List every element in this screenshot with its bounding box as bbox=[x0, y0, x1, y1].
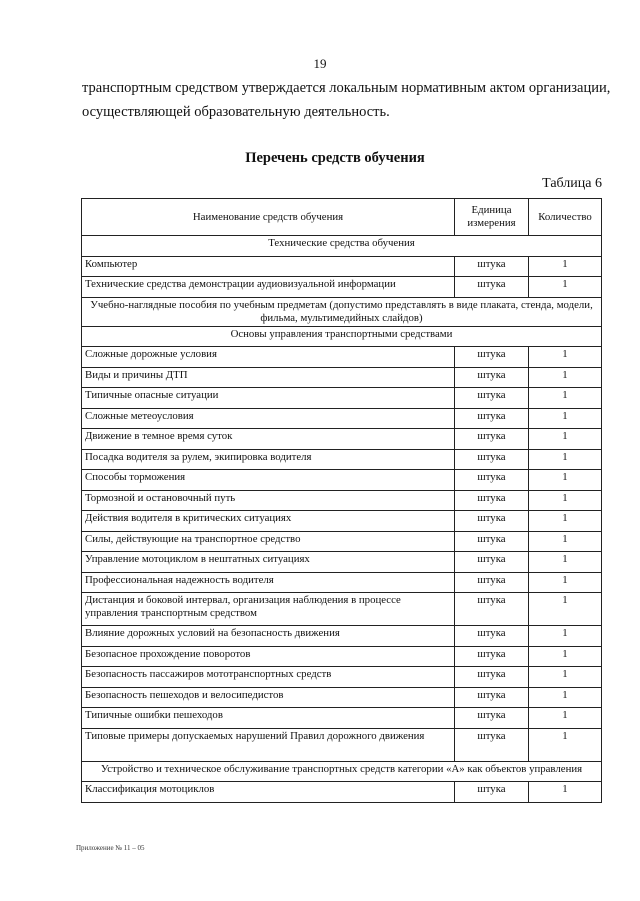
document-title: Перечень средств обучения bbox=[245, 150, 425, 166]
cell-unit: штука bbox=[455, 388, 529, 409]
table-label: Таблица 6 bbox=[542, 176, 602, 191]
section-title: Технические средства обучения bbox=[82, 236, 602, 257]
cell-name: Управление мотоциклом в нештатных ситуациях bbox=[82, 552, 455, 573]
table-row bbox=[82, 277, 602, 298]
cell-name: Влияние дорожных условий на безопасность движения bbox=[82, 626, 455, 647]
cell-qty: 1 bbox=[529, 646, 602, 667]
header-unit: Единица измерения bbox=[455, 199, 529, 236]
cell-unit: штука bbox=[455, 572, 529, 593]
cell-name: Типовые примеры допускаемых нарушений Правил дорожного движения bbox=[82, 728, 455, 761]
cell-qty: 1 bbox=[529, 687, 602, 708]
cell-unit: штука bbox=[455, 449, 529, 470]
table-row bbox=[82, 388, 602, 409]
cell-unit: штука bbox=[455, 728, 529, 761]
table-row bbox=[82, 626, 602, 647]
cell-qty: 1 bbox=[529, 429, 602, 450]
cell-qty: 1 bbox=[529, 388, 602, 409]
cell-qty: 1 bbox=[529, 782, 602, 803]
table-row bbox=[82, 593, 602, 626]
header-qty: Количество bbox=[529, 199, 602, 236]
cell-name: Тормозной и остановочный путь bbox=[82, 490, 455, 511]
cell-name: Технические средства демонстрации аудиовизуальной информации bbox=[82, 277, 455, 298]
section-title: Устройство и техническое обслуживание транспортных средств категории «А» как объектов управления bbox=[82, 761, 602, 782]
table-row bbox=[82, 511, 602, 532]
cell-name: Безопасность пассажиров мототранспортных средств bbox=[82, 667, 455, 688]
cell-unit: штука bbox=[455, 531, 529, 552]
table-row bbox=[82, 667, 602, 688]
cell-qty: 1 bbox=[529, 728, 602, 761]
table-row bbox=[82, 490, 602, 511]
cell-unit: штука bbox=[455, 408, 529, 429]
intro-line: осуществляющей образовательную деятельность. bbox=[82, 104, 390, 120]
cell-name: Компьютер bbox=[82, 256, 455, 277]
cell-name: Безопасность пешеходов и велосипедистов bbox=[82, 687, 455, 708]
table-row bbox=[82, 347, 602, 368]
cell-qty: 1 bbox=[529, 367, 602, 388]
cell-name: Дистанция и боковой интервал, организация наблюдения в процессе управления транспортным средством bbox=[82, 593, 455, 626]
intro-line: транспортным средством утверждается локальным нормативным актом организации, bbox=[82, 80, 611, 96]
cell-unit: штука bbox=[455, 782, 529, 803]
cell-qty: 1 bbox=[529, 490, 602, 511]
training-means-table bbox=[81, 198, 602, 803]
cell-name: Безопасное прохождение поворотов bbox=[82, 646, 455, 667]
cell-qty: 1 bbox=[529, 626, 602, 647]
cell-name: Сложные метеоусловия bbox=[82, 408, 455, 429]
section-row bbox=[82, 326, 602, 347]
cell-name: Виды и причины ДТП bbox=[82, 367, 455, 388]
section-row bbox=[82, 297, 602, 326]
cell-qty: 1 bbox=[529, 552, 602, 573]
cell-qty: 1 bbox=[529, 572, 602, 593]
cell-qty: 1 bbox=[529, 593, 602, 626]
cell-unit: штука bbox=[455, 429, 529, 450]
cell-qty: 1 bbox=[529, 708, 602, 729]
cell-qty: 1 bbox=[529, 347, 602, 368]
cell-unit: штука bbox=[455, 277, 529, 298]
table-row bbox=[82, 728, 602, 761]
section-row bbox=[82, 761, 602, 782]
cell-unit: штука bbox=[455, 490, 529, 511]
cell-unit: штука bbox=[455, 367, 529, 388]
cell-unit: штука bbox=[455, 511, 529, 532]
cell-name: Посадка водителя за рулем, экипировка водителя bbox=[82, 449, 455, 470]
cell-unit: штука bbox=[455, 708, 529, 729]
section-title: Основы управления транспортными средствами bbox=[82, 326, 602, 347]
cell-name: Классификация мотоциклов bbox=[82, 782, 455, 803]
cell-qty: 1 bbox=[529, 511, 602, 532]
table-row bbox=[82, 408, 602, 429]
header-name: Наименование средств обучения bbox=[82, 199, 455, 236]
cell-qty: 1 bbox=[529, 256, 602, 277]
cell-unit: штука bbox=[455, 347, 529, 368]
cell-qty: 1 bbox=[529, 531, 602, 552]
table-row bbox=[82, 256, 602, 277]
cell-name: Способы торможения bbox=[82, 470, 455, 491]
cell-name: Действия водителя в критических ситуациях bbox=[82, 511, 455, 532]
intro-paragraph bbox=[82, 76, 614, 124]
cell-qty: 1 bbox=[529, 470, 602, 491]
table-row bbox=[82, 429, 602, 450]
cell-unit: штука bbox=[455, 470, 529, 491]
page-number: 19 bbox=[313, 56, 327, 71]
table-row bbox=[82, 552, 602, 573]
cell-qty: 1 bbox=[529, 667, 602, 688]
cell-name: Профессиональная надежность водителя bbox=[82, 572, 455, 593]
table-body bbox=[82, 236, 602, 803]
cell-unit: штука bbox=[455, 646, 529, 667]
cell-qty: 1 bbox=[529, 277, 602, 298]
cell-name: Движение в темное время суток bbox=[82, 429, 455, 450]
section-title: Учебно-наглядные пособия по учебным предметам (допустимо представлять в виде плаката, стенда, модели, фильма, мультимедийных слайдов) bbox=[82, 297, 602, 326]
table-row bbox=[82, 646, 602, 667]
cell-qty: 1 bbox=[529, 449, 602, 470]
footer-note: Приложение № 11 – 05 bbox=[76, 844, 145, 852]
cell-qty: 1 bbox=[529, 408, 602, 429]
cell-name: Типичные опасные ситуации bbox=[82, 388, 455, 409]
cell-unit: штука bbox=[455, 593, 529, 626]
cell-name: Сложные дорожные условия bbox=[82, 347, 455, 368]
table-row bbox=[82, 531, 602, 552]
cell-unit: штука bbox=[455, 256, 529, 277]
cell-unit: штука bbox=[455, 552, 529, 573]
cell-name: Силы, действующие на транспортное средство bbox=[82, 531, 455, 552]
table-row bbox=[82, 449, 602, 470]
section-row bbox=[82, 236, 602, 257]
cell-unit: штука bbox=[455, 687, 529, 708]
table-row bbox=[82, 367, 602, 388]
table-row bbox=[82, 470, 602, 491]
cell-unit: штука bbox=[455, 667, 529, 688]
table-row bbox=[82, 572, 602, 593]
cell-name: Типичные ошибки пешеходов bbox=[82, 708, 455, 729]
cell-unit: штука bbox=[455, 626, 529, 647]
table-row bbox=[82, 687, 602, 708]
table-row bbox=[82, 782, 602, 803]
table-row bbox=[82, 708, 602, 729]
